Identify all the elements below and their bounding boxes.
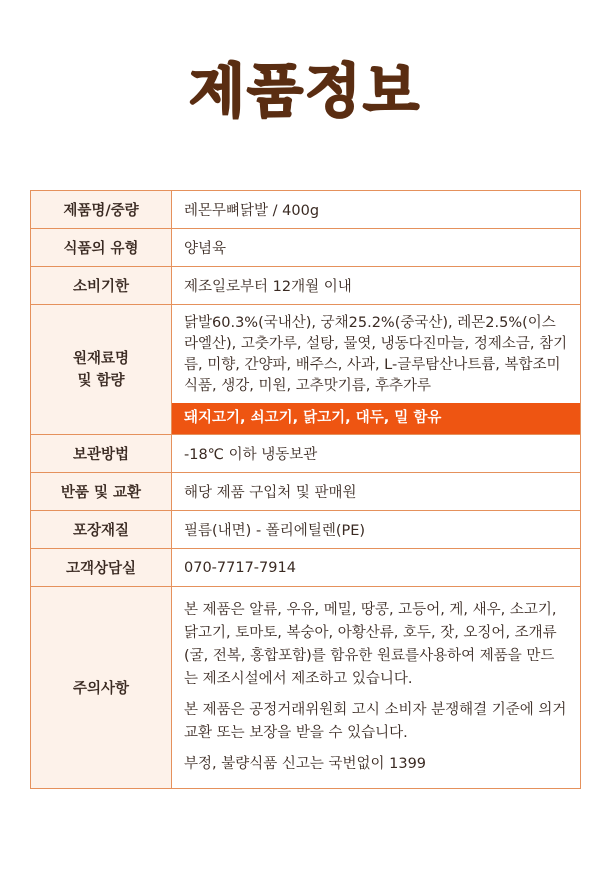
row-label-contact: 고객상담실: [31, 549, 172, 587]
row-label-type: 식품의 유형: [31, 229, 172, 267]
table-row-caution: [31, 587, 581, 789]
row-label-caution: 주의사항: [31, 587, 172, 789]
row-label-storage: 보관방법: [31, 435, 172, 473]
row-label-ingredients: 원재료명 및 함량: [31, 305, 172, 435]
table-row-contact: [31, 549, 581, 587]
table-row-type: [31, 229, 581, 267]
table-row-ingredients: [31, 305, 581, 435]
row-value-name: 레몬무뼈닭발 / 400g: [172, 191, 581, 229]
row-label-packaging: 포장재질: [31, 511, 172, 549]
row-value-ingredients-cell: [172, 305, 581, 435]
row-label-name: 제품명/중량: [31, 191, 172, 229]
row-value-caution: [172, 587, 581, 789]
row-value-packaging: 필름(내면) - 폴리에틸렌(PE): [172, 511, 581, 549]
product-info-table: [30, 190, 581, 789]
row-value-return: 해당 제품 구입처 및 판매원: [172, 473, 581, 511]
row-value-type: 양념육: [172, 229, 581, 267]
row-value-storage: -18℃ 이하 냉동보관: [172, 435, 581, 473]
table-row-storage: [31, 435, 581, 473]
table-row-expiry: [31, 267, 581, 305]
caution-paragraph-2: 본 제품은 공정거래위원회 고시 소비자 분쟁해결 기준에 의거 교환 또는 보장을 받을 수 있습니다.: [184, 702, 567, 741]
page-title: 제품정보: [188, 57, 422, 125]
caution-paragraph-3: 부정, 불량식품 신고는 국번없이 1399: [184, 756, 427, 772]
ingredients-text: 닭발60.3%(국내산), 궁채25.2%(중국산), 레몬2.5%(이스라엘산), 고춧가루, 설탕, 물엿, 냉동다진마늘, 정제소금, 참기름, 미향, 간양파, 배주스, 사과, L-글루탐산나트륨, 복합조미식품, 생강, 미원, 고추맛기름, 후추가루: [184, 315, 568, 394]
row-label-expiry: 소비기한: [31, 267, 172, 305]
row-value-expiry: 제조일로부터 12개월 이내: [172, 267, 581, 305]
table-row-name: [31, 191, 581, 229]
caution-paragraph-1: 본 제품은 알류, 우유, 메밀, 땅콩, 고등어, 게, 새우, 소고기, 닭고기, 토마토, 복숭아, 아황산류, 호두, 잣, 오징어, 조개류(굴, 전복, 홍합포함)를 함유한 원료를사용하여 제품을 만드는 제조시설에서 제조하고 있습니다.: [184, 602, 557, 687]
table-row-packaging: [31, 511, 581, 549]
table-row-return: [31, 473, 581, 511]
allergy-banner: 돼지고기, 쇠고기, 닭고기, 대두, 밀 함유: [172, 403, 580, 434]
row-label-return: 반품 및 교환: [31, 473, 172, 511]
row-value-contact: 070-7717-7914: [172, 549, 581, 587]
